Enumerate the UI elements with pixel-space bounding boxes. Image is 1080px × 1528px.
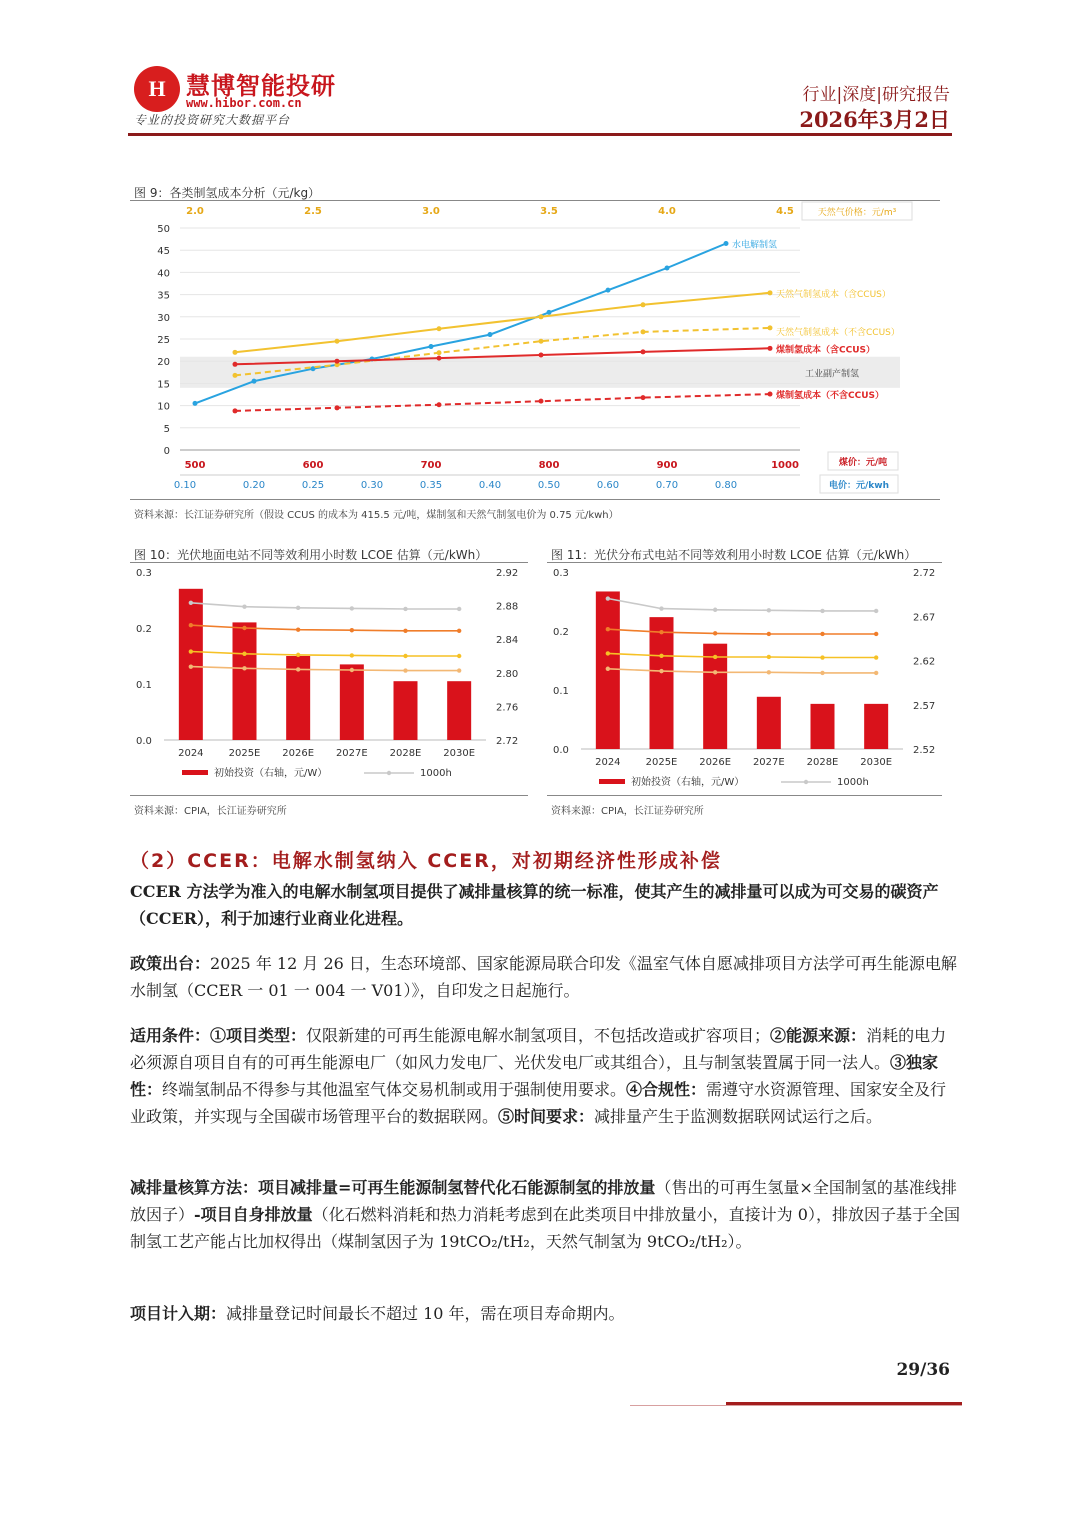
lcoe-point (242, 626, 246, 630)
lcoe-point (350, 606, 354, 610)
method-label: 减排量核算方法：项目减排量=可再生能源制氢替代化石能源制氢的排放量 (130, 1178, 656, 1197)
series-point (539, 352, 544, 357)
series-label: 天然气制氢成本（不含CCUS） (776, 327, 900, 338)
series-point (335, 405, 340, 410)
condition-4-text: 需遵守水资源管理、国家安全及行业政策，并实现与全国碳市场管理平台的数据联网。 (130, 1080, 947, 1126)
policy-label: 政策出台： (130, 954, 211, 973)
gas-price-tick: 3.5 (540, 206, 558, 217)
elec-price-label: 电价：元/kwh (829, 481, 889, 491)
period-label: 项目计入期： (130, 1304, 227, 1323)
y-tick-label: 10 (157, 401, 170, 413)
lcoe-line (608, 653, 876, 657)
lcoe-point (713, 631, 717, 635)
lcoe-line (191, 652, 459, 657)
lcoe-point (659, 654, 663, 658)
left-tick-label: 0.2 (553, 627, 569, 638)
section-title: （2）CCER：电解水制氢纳入 CCER，对初期经济性形成补偿 (130, 850, 722, 872)
report-date: 2026年3月2日 (799, 107, 950, 132)
elec-price-tick: 0.80 (714, 480, 738, 491)
series-point (233, 373, 238, 378)
lcoe-point (767, 655, 771, 659)
lcoe-point (606, 627, 610, 631)
right-tick-label: 2.84 (496, 635, 519, 647)
condition-3-label: ③独家性： (130, 1053, 939, 1099)
y-tick-label: 0 (163, 446, 170, 457)
lcoe-point (713, 608, 717, 612)
elec-price-tick: 0.30 (360, 480, 384, 491)
figure11-source: 资料来源：CPIA，长江证券研究所 (551, 806, 704, 817)
lcoe-point (350, 668, 354, 672)
lcoe-point (874, 655, 878, 659)
coal-price-label: 煤价：元/吨 (838, 458, 888, 468)
elec-price-tick: 0.60 (596, 480, 620, 491)
bar (340, 664, 364, 740)
series-line (235, 394, 770, 411)
series-point (539, 314, 544, 319)
lcoe-point (189, 664, 193, 668)
legend-bar-label: 初始投资（右轴，元/W） (214, 768, 328, 779)
elec-price-tick: 0.35 (419, 480, 443, 491)
lcoe-point (767, 670, 771, 674)
lcoe-point (242, 652, 246, 656)
method-label-2: -项目自身排放量 (194, 1205, 313, 1224)
legend-line-label: 1000h (837, 777, 869, 788)
right-tick-label: 2.72 (496, 736, 519, 747)
x-tick-label: 2024 (178, 748, 204, 759)
x-tick-label: 2025E (228, 748, 261, 759)
lcoe-point (242, 666, 246, 670)
left-tick-label: 0.0 (553, 745, 569, 756)
right-tick-label: 2.57 (913, 700, 936, 712)
series-point (768, 392, 773, 397)
right-tick-label: 2.62 (913, 656, 936, 668)
ccer-intro-text: CCER 方法学为准入的电解水制氢项目提供了减排量核算的统一标准，使其产生的减排量可以成为可交易的碳资产（CCER），利于加速行业商业化进程。 (130, 882, 939, 928)
elec-price-tick: 0.70 (655, 480, 679, 491)
lcoe-point (874, 609, 878, 613)
method-text-2: （化石燃料消耗和热力消耗考虑到在此类项目中排放量小，直接计为 0），排放因子基于全国制氢工艺产能占比加权得出（煤制氢因子为 19tCO₂/tH₂，天然气制氢为 9tCO₂/tH₂）。 (130, 1205, 960, 1251)
lcoe-point (189, 601, 193, 605)
coal-price-tick: 800 (538, 460, 560, 471)
series-point (488, 332, 493, 337)
lcoe-point (606, 651, 610, 655)
condition-2-label: ②能源来源： (770, 1026, 867, 1045)
series-label: 水电解制氢 (732, 240, 778, 251)
condition-3-text: 终端氢制品不得参与其他温室气体交易机制或用于强制使用要求。 (162, 1080, 627, 1099)
x-tick-label: 2025E (645, 757, 678, 768)
lcoe-point (457, 654, 461, 658)
series-point (768, 290, 773, 295)
lcoe-point (713, 670, 717, 674)
lcoe-point (403, 654, 407, 658)
series-point (606, 288, 611, 293)
right-tick-label: 2.92 (496, 568, 519, 579)
left-tick-label: 0.0 (136, 736, 152, 747)
logo-icon: H (134, 66, 180, 112)
series-point (768, 325, 773, 330)
series-point (768, 346, 773, 351)
bar (811, 704, 835, 749)
paragraph-method (130, 1174, 960, 1255)
paragraph-period (130, 1300, 960, 1327)
series-point (193, 401, 198, 406)
series-label: 煤制氢成本（含CCUS） (776, 345, 876, 356)
right-tick-label: 2.88 (496, 601, 519, 613)
condition-5-text: 减排量产生于监测数据联网试运行之后。 (594, 1107, 883, 1126)
legend-bar-swatch (599, 779, 625, 784)
lcoe-line (608, 669, 876, 673)
elec-price-tick: 0.25 (301, 480, 325, 491)
condition-5-label: ⑤时间要求： (498, 1107, 595, 1126)
x-tick-label: 2028E (806, 757, 839, 768)
gas-price-tick: 3.0 (422, 206, 440, 217)
lcoe-line (608, 629, 876, 634)
y-tick-label: 5 (163, 423, 170, 435)
lcoe-point (820, 609, 824, 613)
y-tick-label: 15 (157, 379, 170, 391)
lcoe-point (874, 632, 878, 636)
lcoe-point (606, 596, 610, 600)
bar (864, 704, 888, 749)
paragraph-ccer-intro (130, 878, 960, 932)
lcoe-point (296, 667, 300, 671)
lcoe-point (189, 623, 193, 627)
gas-price-label: 天然气价格：元/m³ (817, 208, 897, 218)
brand-name: 慧博智能投研 (186, 72, 336, 100)
lcoe-point (767, 632, 771, 636)
series-point (539, 399, 544, 404)
lcoe-line (191, 667, 459, 671)
series-point (437, 402, 442, 407)
lcoe-point (874, 671, 878, 675)
lcoe-point (296, 627, 300, 631)
legend-line-marker (804, 780, 808, 784)
y-tick-label: 35 (157, 290, 170, 302)
lcoe-point (189, 649, 193, 653)
lcoe-point (659, 606, 663, 610)
figure11-chart (547, 562, 943, 796)
lcoe-point (403, 607, 407, 611)
lcoe-point (820, 655, 824, 659)
y-tick-label: 20 (157, 357, 170, 369)
lcoe-line (191, 603, 459, 609)
x-tick-label: 2030E (443, 748, 476, 759)
series-point (641, 349, 646, 354)
bar (447, 681, 471, 740)
policy-text: 2025 年 12 月 26 日，生态环境部、国家能源局联合印发《温室气体自愿减排项目方法学可再生能源电解水制氢（CCER 一 01 一 004 一 V01）》，自印发之日起施行。 (130, 954, 957, 1000)
report-category: 行业|深度|研究报告 (802, 85, 950, 105)
band-label: 工业副产制氢 (805, 369, 860, 380)
legend-bar-label: 初始投资（右轴，元/W） (631, 777, 745, 788)
figure9-chart (130, 200, 940, 500)
bar (233, 622, 257, 740)
paragraph-conditions (130, 1022, 960, 1130)
series-point (233, 350, 238, 355)
page-number: 29/36 (896, 1360, 950, 1380)
gas-price-tick: 2.0 (186, 206, 204, 217)
legend-bar-swatch (182, 770, 208, 775)
elec-price-tick: 0.50 (537, 480, 561, 491)
series-point (665, 265, 670, 270)
figure11-title: 图 11：光伏分布式电站不同等效利用小时数 LCOE 估算（元/kWh） (551, 548, 917, 562)
lcoe-point (659, 630, 663, 634)
coal-price-tick: 600 (302, 460, 324, 471)
x-tick-label: 2028E (389, 748, 422, 759)
series-point (539, 339, 544, 344)
bar (650, 617, 674, 749)
figure9-title: 图 9：各类制氢成本分析（元/kg） (134, 186, 321, 200)
elec-price-tick: 0.10 (173, 480, 197, 491)
lcoe-point (457, 668, 461, 672)
bar (757, 697, 781, 749)
y-tick-label: 25 (157, 335, 170, 346)
series-point (252, 379, 257, 384)
figure10-source: 资料来源：CPIA，长江证券研究所 (134, 806, 287, 817)
lcoe-point (403, 629, 407, 633)
left-tick-label: 0.1 (553, 686, 569, 697)
footer-divider-thick (726, 1402, 962, 1405)
footer-divider-thin (630, 1405, 962, 1406)
method-text-1: （售出的可再生氢量×全国制氢的基准线排放因子） (130, 1178, 957, 1224)
lcoe-point (350, 653, 354, 657)
coal-price-tick: 1000 (771, 460, 799, 471)
series-point (641, 395, 646, 400)
gas-price-tick: 4.5 (776, 206, 794, 217)
series-point (233, 362, 238, 367)
series-point (335, 339, 340, 344)
series-point (335, 359, 340, 364)
lcoe-point (242, 605, 246, 609)
y-tick-label: 40 (157, 268, 170, 280)
x-tick-label: 2027E (335, 748, 368, 759)
series-label: 煤制氢成本（不含CCUS） (776, 391, 885, 402)
right-tick-label: 2.80 (496, 668, 519, 680)
lcoe-point (296, 606, 300, 610)
left-tick-label: 0.3 (553, 568, 569, 579)
lcoe-point (713, 655, 717, 659)
series-line (235, 293, 770, 353)
condition-1-label: ①项目类型： (210, 1026, 307, 1045)
paragraph-policy (130, 950, 960, 1004)
lcoe-point (457, 629, 461, 633)
series-point (233, 408, 238, 413)
right-tick-label: 2.52 (913, 745, 936, 756)
series-point (437, 326, 442, 331)
right-tick-label: 2.76 (496, 702, 519, 714)
x-tick-label: 2026E (699, 757, 732, 768)
series-point (429, 344, 434, 349)
lcoe-point (606, 667, 610, 671)
series-point (641, 302, 646, 307)
x-tick-label: 2030E (860, 757, 893, 768)
lcoe-line (191, 625, 459, 631)
condition-4-label: ④合规性： (626, 1080, 707, 1099)
series-label: 天然气制氢成本（含CCUS） (776, 289, 891, 300)
bar (179, 589, 203, 740)
legend-line-label: 1000h (420, 768, 452, 779)
figure10-chart (130, 562, 530, 796)
period-text: 减排量登记时间最长不超过 10 年，需在项目寿命期内。 (226, 1304, 625, 1323)
coal-price-tick: 700 (420, 460, 442, 471)
series-point (437, 350, 442, 355)
legend-line-marker (387, 771, 391, 775)
brand-slogan: 专业的投资研究大数据平台 (134, 113, 291, 127)
left-tick-label: 0.3 (136, 568, 152, 579)
lcoe-point (350, 628, 354, 632)
bar (703, 644, 727, 749)
condition-1-text: 仅限新建的可再生能源电解水制氢项目，不包括改造或扩容项目； (306, 1026, 771, 1045)
lcoe-point (767, 608, 771, 612)
gas-price-tick: 2.5 (304, 206, 322, 217)
lcoe-point (820, 632, 824, 636)
series-point (641, 329, 646, 334)
lcoe-point (457, 607, 461, 611)
bar (394, 681, 418, 740)
conditions-label: 适用条件： (130, 1026, 211, 1045)
figure10-title: 图 10：光伏地面电站不同等效利用小时数 LCOE 估算（元/kWh） (134, 548, 488, 562)
right-tick-label: 2.72 (913, 568, 936, 579)
elec-price-tick: 0.20 (242, 480, 266, 491)
coal-price-tick: 900 (656, 460, 678, 471)
x-tick-label: 2027E (752, 757, 785, 768)
y-tick-label: 30 (157, 312, 170, 324)
x-tick-label: 2024 (595, 757, 621, 768)
elec-price-tick: 0.40 (478, 480, 502, 491)
right-tick-label: 2.67 (913, 612, 936, 624)
lcoe-point (659, 669, 663, 673)
series-point (437, 356, 442, 361)
left-tick-label: 0.1 (136, 680, 152, 691)
gas-price-tick: 4.0 (658, 206, 676, 217)
series-point (724, 241, 729, 246)
figure9-source: 资料来源：长江证券研究所（假设 CCUS 的成本为 415.5 元/吨，煤制氢和天然气制氢电价为 0.75 元/kwh） (134, 510, 619, 521)
lcoe-point (820, 671, 824, 675)
y-tick-label: 50 (157, 224, 170, 235)
x-tick-label: 2026E (282, 748, 315, 759)
series-point (547, 310, 552, 315)
coal-price-tick: 500 (184, 460, 206, 471)
y-tick-label: 45 (157, 246, 170, 258)
lcoe-line (608, 599, 876, 611)
lcoe-point (403, 668, 407, 672)
header-divider (128, 133, 952, 136)
condition-2-text: 消耗的电力必须源自项目自有的可再生能源电厂（如风力发电厂、光伏发电厂或其组合），且与制氢装置属于同一法人。 (130, 1026, 947, 1072)
brand-url[interactable]: www.hibor.com.cn (186, 96, 302, 110)
left-tick-label: 0.2 (136, 624, 152, 635)
lcoe-point (296, 653, 300, 657)
